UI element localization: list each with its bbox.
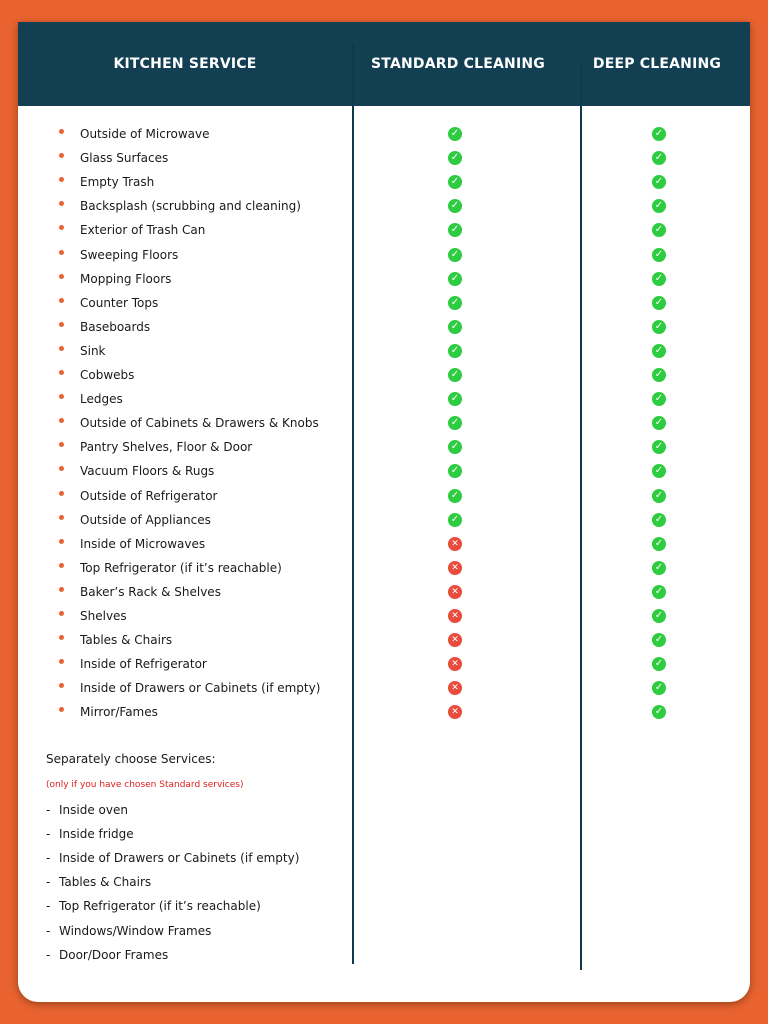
table-row [0, 461, 768, 481]
service-label: Inside of Drawers or Cabinets (if empty) [80, 681, 321, 696]
table-row [0, 486, 768, 506]
table-row [0, 654, 768, 674]
check-circle-icon: ✓ [652, 681, 666, 695]
x-circle-icon: ✕ [448, 561, 462, 575]
table-row [0, 293, 768, 313]
bullet-icon [59, 442, 64, 447]
x-circle-icon: ✕ [448, 681, 462, 695]
service-label: Outside of Cabinets & Drawers & Knobs [80, 416, 319, 431]
bullet-icon [59, 683, 64, 688]
check-circle-icon: ✓ [652, 127, 666, 141]
check-circle-icon: ✓ [448, 368, 462, 382]
table-row [0, 630, 768, 650]
list-item [46, 921, 211, 941]
service-label: Backsplash (scrubbing and cleaning) [80, 199, 301, 214]
check-circle-icon: ✓ [652, 633, 666, 647]
bullet-icon [59, 346, 64, 351]
bullet-icon [59, 225, 64, 230]
bullet-icon [59, 418, 64, 423]
list-item-label: Inside oven [59, 803, 128, 817]
list-item [46, 872, 151, 892]
service-label: Inside of Refrigerator [80, 657, 207, 672]
bullet-icon [59, 129, 64, 134]
service-label: Counter Tops [80, 295, 159, 310]
check-circle-icon: ✓ [652, 296, 666, 310]
check-circle-icon: ✓ [652, 368, 666, 382]
check-circle-icon: ✓ [448, 320, 462, 334]
service-label: Sweeping Floors [80, 247, 179, 262]
check-circle-icon: ✓ [448, 513, 462, 527]
service-label: Shelves [80, 609, 127, 623]
check-circle-icon: ✓ [448, 127, 462, 141]
table-row [0, 678, 768, 698]
table-row [0, 148, 768, 168]
bullet-icon [59, 466, 64, 471]
check-circle-icon: ✓ [652, 585, 666, 599]
list-item [46, 824, 134, 844]
table-row [0, 534, 768, 554]
check-circle-icon: ✓ [652, 561, 666, 575]
service-label: Pantry Shelves, Floor & Door [80, 440, 253, 455]
table-row [0, 510, 768, 530]
x-circle-icon: ✕ [448, 705, 462, 719]
service-label: Outside of Microwave [80, 127, 210, 141]
service-label: Exterior of Trash Can [80, 223, 206, 238]
table-row [0, 124, 768, 144]
service-label: Sink [80, 343, 106, 358]
bullet-icon [59, 274, 64, 279]
list-item [46, 945, 168, 965]
check-circle-icon: ✓ [448, 416, 462, 430]
check-circle-icon: ✓ [652, 344, 666, 358]
check-circle-icon: ✓ [448, 272, 462, 286]
table-row [0, 606, 768, 626]
check-circle-icon: ✓ [652, 272, 666, 286]
check-circle-icon: ✓ [652, 440, 666, 454]
dash-icon: - [46, 803, 51, 817]
service-label: Inside of Microwaves [80, 536, 206, 551]
check-circle-icon: ✓ [448, 344, 462, 358]
check-circle-icon: ✓ [448, 175, 462, 189]
table-row [0, 317, 768, 337]
service-label: Ledges [80, 392, 123, 407]
check-circle-icon: ✓ [652, 248, 666, 262]
x-circle-icon: ✕ [448, 585, 462, 599]
check-circle-icon: ✓ [652, 489, 666, 503]
check-circle-icon: ✓ [448, 248, 462, 262]
service-label: Outside of Appliances [80, 512, 211, 527]
header-standard-cleaning: STANDARD CLEANING [371, 56, 545, 72]
table-row [0, 365, 768, 385]
service-label: Mirror/Fames [80, 705, 158, 720]
list-item [46, 896, 261, 916]
check-circle-icon: ✓ [652, 464, 666, 478]
list-item [46, 848, 299, 868]
service-label: Baseboards [80, 319, 151, 334]
bullet-icon [59, 298, 64, 303]
bullet-icon [59, 635, 64, 640]
header-kitchen-service: KITCHEN SERVICE [113, 56, 257, 72]
table-row [0, 172, 768, 192]
service-label: Outside of Refrigerator [80, 488, 218, 503]
bullet-icon [59, 370, 64, 375]
table-row [0, 220, 768, 240]
table-row [0, 341, 768, 361]
check-circle-icon: ✓ [652, 199, 666, 213]
bullet-icon [59, 515, 64, 520]
list-item-label: Top Refrigerator (if it’s reachable) [59, 899, 261, 914]
service-label: Glass Surfaces [80, 151, 169, 166]
bullet-icon [59, 563, 64, 568]
dash-icon: - [46, 851, 51, 866]
dash-icon: - [46, 899, 51, 914]
table-row [0, 196, 768, 216]
check-circle-icon: ✓ [652, 223, 666, 237]
x-circle-icon: ✕ [448, 657, 462, 671]
check-circle-icon: ✓ [448, 392, 462, 406]
separate-services-title: Separately choose Services: [46, 752, 216, 766]
table-row [0, 413, 768, 433]
check-circle-icon: ✓ [652, 392, 666, 406]
check-circle-icon: ✓ [652, 609, 666, 623]
check-circle-icon: ✓ [448, 296, 462, 310]
list-item-label: Windows/Window Frames [59, 923, 212, 938]
bullet-icon [59, 611, 64, 616]
bullet-icon [59, 322, 64, 327]
check-circle-icon: ✓ [448, 464, 462, 478]
separate-services-note: (only if you have chosen Standard services) [46, 780, 244, 790]
table-row [0, 702, 768, 722]
x-circle-icon: ✕ [448, 609, 462, 623]
service-label: Empty Trash [80, 175, 155, 190]
list-item-label: Inside of Drawers or Cabinets (if empty) [59, 851, 300, 866]
list-item-label: Tables & Chairs [59, 875, 152, 890]
bullet-icon [59, 153, 64, 158]
check-circle-icon: ✓ [448, 151, 462, 165]
table-row [0, 245, 768, 265]
bullet-icon [59, 177, 64, 182]
table-row [0, 389, 768, 409]
dash-icon: - [46, 923, 51, 938]
service-label: Mopping Floors [80, 271, 172, 286]
x-circle-icon: ✕ [448, 537, 462, 551]
check-circle-icon: ✓ [448, 199, 462, 213]
service-label: Cobwebs [80, 368, 135, 382]
bullet-icon [59, 659, 64, 664]
service-label: Top Refrigerator (if it’s reachable) [80, 560, 282, 575]
check-circle-icon: ✓ [652, 513, 666, 527]
check-circle-icon: ✓ [652, 705, 666, 719]
header-deep-cleaning: DEEP CLEANING [592, 56, 722, 72]
service-label: Tables & Chairs [80, 633, 173, 648]
list-item-label: Inside fridge [59, 827, 134, 842]
bullet-icon [59, 539, 64, 544]
check-circle-icon: ✓ [652, 175, 666, 189]
table-row [0, 558, 768, 578]
dash-icon: - [46, 875, 51, 890]
check-circle-icon: ✓ [448, 440, 462, 454]
x-circle-icon: ✕ [448, 633, 462, 647]
dash-icon: - [46, 947, 51, 962]
table-header [18, 22, 750, 106]
check-circle-icon: ✓ [652, 416, 666, 430]
check-circle-icon: ✓ [448, 223, 462, 237]
list-item [46, 800, 128, 820]
table-row [0, 437, 768, 457]
bullet-icon [59, 201, 64, 206]
check-circle-icon: ✓ [652, 657, 666, 671]
bullet-icon [59, 587, 64, 592]
check-circle-icon: ✓ [652, 320, 666, 334]
bullet-icon [59, 707, 64, 712]
service-label: Vacuum Floors & Rugs [80, 464, 215, 479]
service-label: Baker’s Rack & Shelves [80, 584, 221, 599]
bullet-icon [59, 491, 64, 496]
bullet-icon [59, 394, 64, 399]
bullet-icon [59, 250, 64, 255]
check-circle-icon: ✓ [448, 489, 462, 503]
dash-icon: - [46, 827, 51, 842]
check-circle-icon: ✓ [652, 151, 666, 165]
table-row [0, 582, 768, 602]
table-row [0, 269, 768, 289]
check-circle-icon: ✓ [652, 537, 666, 551]
list-item-label: Door/Door Frames [59, 947, 169, 962]
